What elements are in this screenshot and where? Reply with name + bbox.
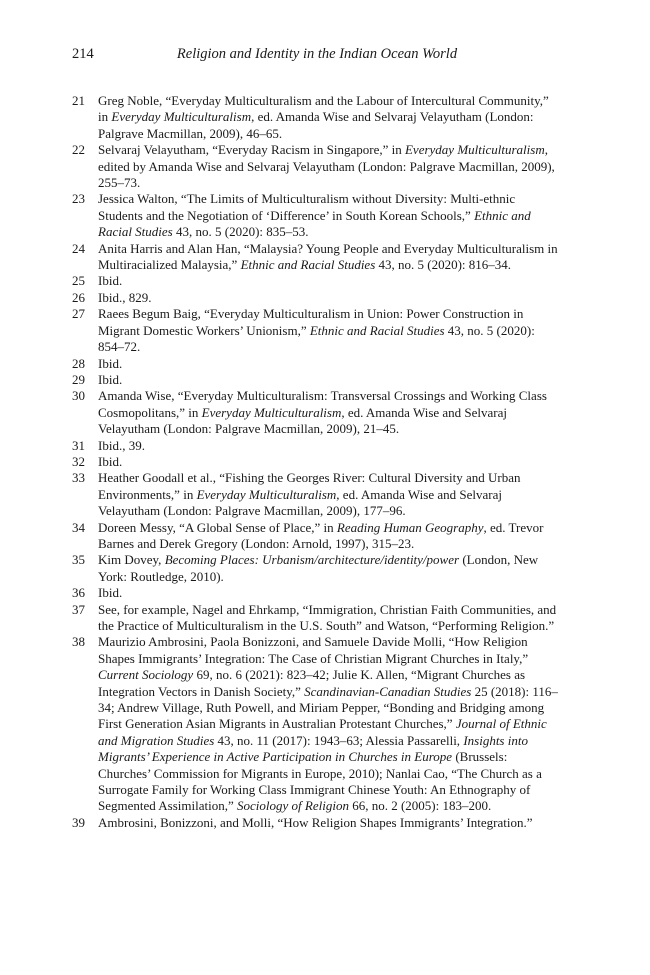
endnote-number: 34 <box>72 519 85 535</box>
endnote <box>72 306 562 355</box>
endnote <box>72 93 562 142</box>
endnote-text: Anita Harris and Alan Han, “Malaysia? Young People and Everyday Multiculturalism in Multiracialized Malaysia,” Ethnic and Racial Studies 43, no. 5 (2020): 816–34. <box>98 240 558 273</box>
endnote-text: Ibid., 829. <box>98 289 152 305</box>
endnote-text: Selvaraj Velayutham, “Everyday Racism in Singapore,” in Everyday Multiculturalism, edited by Amanda Wise and Selvaraj Velayutham (London: Palgrave Macmillan, 2009), 255–73. <box>98 142 555 191</box>
endnote-text: Ibid. <box>98 585 123 601</box>
endnote <box>72 520 562 553</box>
endnote-number: 22 <box>72 142 85 158</box>
page-number: 214 <box>72 46 94 62</box>
endnote-number: 27 <box>72 306 85 322</box>
endnote-number: 23 <box>72 191 85 207</box>
endnote-number: 28 <box>72 355 85 371</box>
endnote <box>72 191 562 240</box>
endnote-number: 35 <box>72 552 85 568</box>
endnote-number: 25 <box>72 273 85 289</box>
endnote-text: Ambrosini, Bonizzoni, and Molli, “How Religion Shapes Immigrants’ Integration.” <box>98 814 533 830</box>
endnote <box>72 602 562 635</box>
endnote <box>72 142 562 191</box>
endnote-text: Heather Goodall et al., “Fishing the Georges River: Cultural Diversity and Urban Environments,” in Everyday Multiculturalism, ed. Amanda Wise and Selvaraj Velayutham (London: Palgrave Macmillan, 2009), 177–96. <box>98 470 521 519</box>
endnote <box>72 454 562 470</box>
endnote <box>72 634 562 814</box>
endnote <box>72 815 562 831</box>
endnote <box>72 356 562 372</box>
endnote <box>72 290 562 306</box>
endnote-number: 36 <box>72 585 85 601</box>
endnote-text: Greg Noble, “Everyday Multiculturalism and the Labour of Intercultural Community,” in Everyday Multiculturalism, ed. Amanda Wise and Selvaraj Velayutham (London: Palgrave Macmillan, 2009), 46–65. <box>98 93 549 141</box>
endnote-text: Raees Begum Baig, “Everyday Multiculturalism in Union: Power Construction in Migrant Domestic Workers’ Unionism,” Ethnic and Racial Studies 43, no. 5 (2020): 854–72. <box>98 306 535 355</box>
endnote-number: 30 <box>72 388 85 404</box>
endnote-number: 38 <box>72 634 85 650</box>
endnotes-list <box>72 93 562 831</box>
endnote-number: 29 <box>72 371 85 387</box>
endnote-text: Doreen Messy, “A Global Sense of Place,” in Reading Human Geography, ed. Trevor Barnes and Derek Gregory (London: Arnold, 1997), 315–23. <box>98 519 544 551</box>
endnote-number: 37 <box>72 601 85 617</box>
endnote-number: 24 <box>72 240 85 256</box>
endnote-text: Ibid. <box>98 355 123 371</box>
running-title: Religion and Identity in the Indian Ocean World <box>176 46 458 62</box>
endnote-number: 31 <box>72 437 85 453</box>
endnote-text: Ibid., 39. <box>98 437 145 453</box>
endnote-number: 26 <box>72 289 85 305</box>
endnote-number: 39 <box>72 814 85 830</box>
endnote <box>72 273 562 289</box>
running-header <box>72 46 562 68</box>
endnote <box>72 470 562 519</box>
endnote-number: 33 <box>72 470 85 486</box>
endnote <box>72 388 562 437</box>
endnote-text: Amanda Wise, “Everyday Multiculturalism: Transversal Crossings and Working Class Cosmopolitans,” in Everyday Multiculturalism, ed. Amanda Wise and Selvaraj Velayutham (London: Palgrave Macmillan, 2009), 21–45. <box>98 388 547 437</box>
endnote <box>72 241 562 274</box>
endnote-text: Maurizio Ambrosini, Paola Bonizzoni, and Samuele Davide Molli, “How Religion Shapes Immigrants’ Integration: The Case of Christian Migrant Churches in Italy,” Current Sociology 69, no. 6 (2021): 823–42; Julie K. Allen, “Migrant Churches as Integration Vectors in Danish Society,” Scandinavian-Canadian Studies 25 (2018): 116–34; Andrew Village, Ruth Powell, and Miriam Pepper, “Bonding and Bridging among First Generation Asian Migrants in Australian Protestant Churches,” Journal of Ethnic and Migration Studies 43, no. 11 (2017): 1943–63; Alessia Passarelli, Insights into Migrants’ Experience in Active Participation in Churches in Europe (Brussels: Churches’ Commission for Migrants in Europe, 2010); Nanlai Cao, “The Church as a Surrogate Family for Working Class Immigrant Chinese Youth: An Ethnography of Segmented Assimilation,” Sociology of Religion 66, no. 2 (2005): 183–200. <box>98 634 558 814</box>
endnote <box>72 372 562 388</box>
endnote-text: Kim Dovey, Becoming Places: Urbanism/architecture/identity/power (London, New York: Routledge, 2010). <box>98 552 539 584</box>
endnote-text: Ibid. <box>98 273 123 289</box>
endnote <box>72 585 562 601</box>
endnote-number: 21 <box>72 93 85 108</box>
endnote-text: Jessica Walton, “The Limits of Multiculturalism without Diversity: Multi-ethnic Students and the Negotiation of ‘Difference’ in South Korean Schools,” Ethnic and Racial Studies 43, no. 5 (2020): 835–53. <box>98 191 531 240</box>
endnote <box>72 438 562 454</box>
endnote-text: Ibid. <box>98 453 123 469</box>
endnote <box>72 552 562 585</box>
endnote-number: 32 <box>72 453 85 469</box>
endnote-text: See, for example, Nagel and Ehrkamp, “Immigration, Christian Faith Communities, and the Practice of Multiculturalism in the U.S. South” and Watson, “Performing Religion.” <box>98 601 557 633</box>
endnote-text: Ibid. <box>98 371 123 387</box>
